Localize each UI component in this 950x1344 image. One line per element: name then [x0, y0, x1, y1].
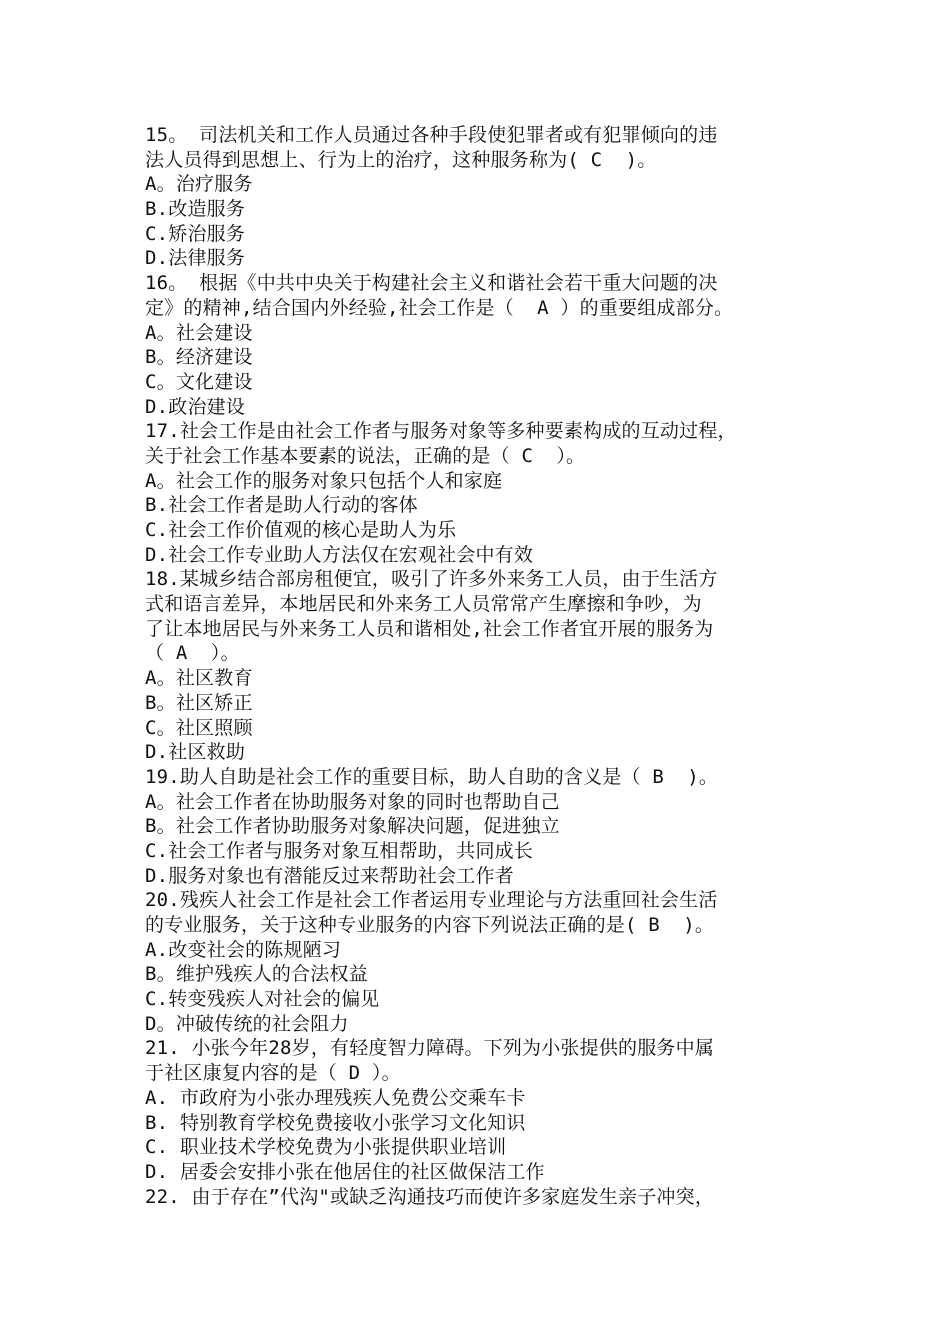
- text-line: D.法律服务: [145, 247, 246, 270]
- text-line: C。文化建设: [145, 370, 253, 393]
- text-line: A。治疗服务: [145, 173, 253, 196]
- text-line: B。经济建设: [145, 346, 253, 369]
- text-line: 的专业服务，关于这种专业服务的内容下列说法正确的是( B )。: [145, 914, 715, 936]
- text-line: A。社会建设: [145, 321, 253, 344]
- text-line: 关于社会工作基本要素的说法，正确的是（ C ）。: [145, 444, 586, 467]
- text-line: 22. 由于存在”代沟"或缺乏沟通技巧而使许多家庭发生亲子冲突，: [145, 1185, 715, 1208]
- text-line: 16。 根据《中共中央关于构建社会主义和谐社会若干重大问题的决: [145, 272, 718, 295]
- text-line: B. 特别教育学校免费接收小张学习文化知识: [145, 1111, 526, 1134]
- text-line: B。维护残疾人的合法权益: [145, 963, 368, 986]
- text-line: D。冲破传统的社会阻力: [145, 1012, 349, 1035]
- text-line: C.社会工作者与服务对象互相帮助，共同成长: [145, 839, 534, 862]
- text-line: （ A ）。: [145, 642, 240, 665]
- text-line: 17.社会工作是由社会工作者与服务对象等多种要素构成的互动过程，: [145, 420, 737, 443]
- text-line: A。社会工作者在协助服务对象的同时也帮助自己: [145, 790, 560, 813]
- text-line: C.矫治服务: [145, 222, 246, 245]
- text-line: D.政治建设: [145, 395, 246, 418]
- text-line: B。社会工作者协助服务对象解决问题，促进独立: [145, 815, 560, 838]
- text-line: B。社区矫正: [145, 691, 253, 714]
- text-line: 定》的精神,结合国内外经验,社会工作是（ A ）的重要组成部分。: [145, 296, 734, 319]
- text-line: 21. 小张今年28岁，有轻度智力障碍。下列为小张提供的服务中属: [145, 1037, 715, 1060]
- text-line: 18.某城乡结合部房租便宜，吸引了许多外来务工人员，由于生活方: [145, 568, 718, 591]
- text-line: 20.残疾人社会工作是社会工作者运用专业理论与方法重回社会生活: [145, 889, 718, 912]
- text-line: C.转变残疾人对社会的偏见: [145, 988, 380, 1011]
- text-line: 15。 司法机关和工作人员通过各种手段使犯罪者或有犯罪倾向的违: [145, 124, 718, 146]
- text-line: D.服务对象也有潜能反过来帮助社会工作者: [145, 864, 514, 887]
- text-line: D.社区救助: [145, 741, 246, 764]
- text-line: 19.助人自助是社会工作的重要目标，助人自助的含义是（ B )。: [145, 765, 719, 788]
- text-line: C。社区照顾: [145, 716, 253, 739]
- text-line: 了让本地居民与外来务工人员和谐相处,社会工作者宜开展的服务为: [145, 617, 714, 640]
- text-line: 于社区康复内容的是（ D ）。: [145, 1062, 401, 1085]
- text-line: D.社会工作专业助人方法仅在宏观社会中有效: [145, 543, 534, 566]
- text-line: B.社会工作者是助人行动的客体: [145, 494, 418, 517]
- text-line: A。社会工作的服务对象只包括个人和家庭: [145, 469, 503, 492]
- text-line: A.改变社会的陈规陋习: [145, 938, 342, 961]
- text-line: C.社会工作价值观的核心是助人为乐: [145, 519, 457, 541]
- text-line: D. 居委会安排小张在他居住的社区做保洁工作: [145, 1160, 545, 1183]
- text-line: 式和语言差异，本地居民和外来务工人员常常产生摩擦和争吵，为: [145, 593, 702, 616]
- text-line: A. 市政府为小张办理残疾人免费公交乘车卡: [145, 1086, 526, 1109]
- text-line: A。社区教育: [145, 667, 253, 690]
- text-line: 法人员得到思想上、行为上的治疗，这种服务称为( C )。: [145, 148, 657, 171]
- text-line: B.改造服务: [145, 198, 246, 221]
- document-body: [145, 123, 825, 1209]
- text-line: C. 职业技术学校免费为小张提供职业培训: [145, 1136, 507, 1159]
